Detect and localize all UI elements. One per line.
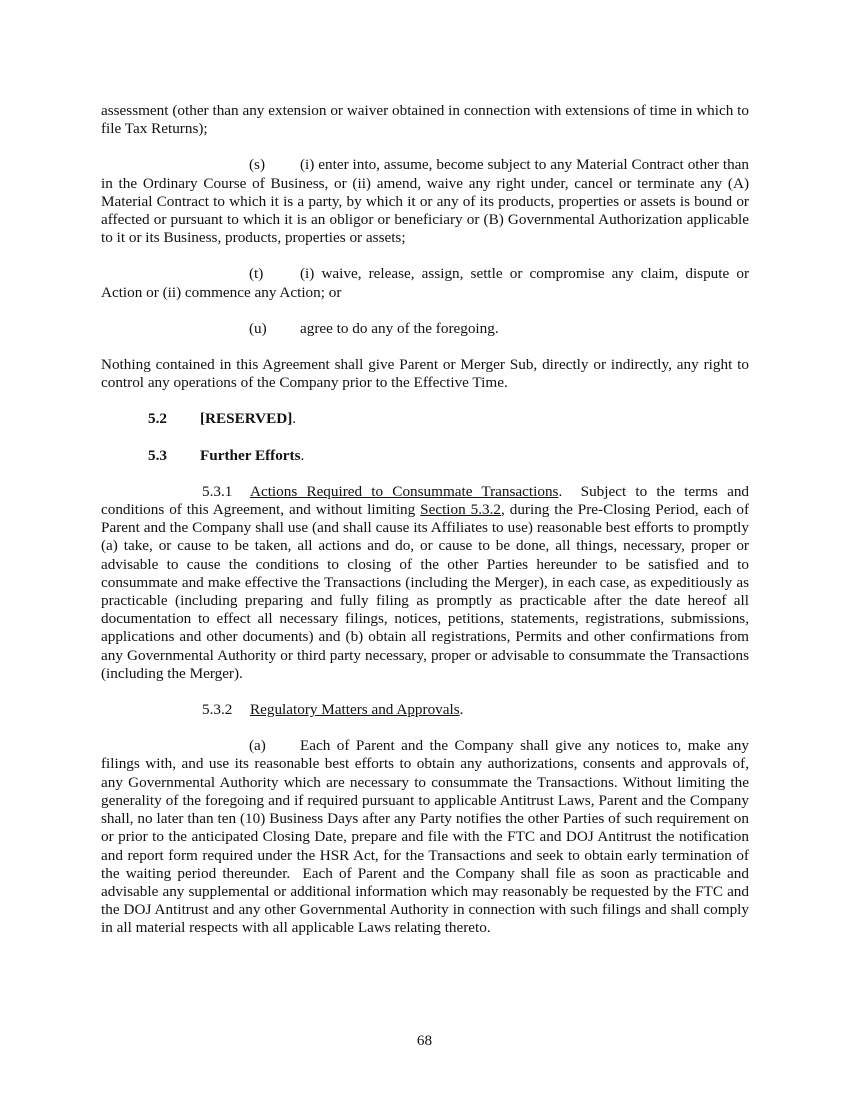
- section-5-2-title: [RESERVED]: [200, 410, 293, 428]
- section-5-3-2-title-period: .: [459, 701, 464, 719]
- section-5-2-number: 5.2: [148, 410, 167, 428]
- clause-t: [101, 265, 749, 301]
- clause-s-text: (i) enter into, assume, become subject to any Material Contract other than in the Ordinary Course of Business, or (ii) amend, waive any right under, cancel or terminate any (A) Material Contract to which it is a party, by which it or any of its products, properties or assets is bound or affected or pursuant to which it is an obligor or beneficiary or (B) Governmental Authorization applicable to it or its Business, products, properties or assets;: [101, 156, 749, 247]
- paragraph-nothing-contained: Nothing contained in this Agreement shall give Parent or Merger Sub, directly or indirectly, any right to control any operations of the Company prior to the Effective Time.: [101, 356, 749, 392]
- section-5-3-2-number: 5.3.2: [202, 701, 233, 719]
- section-5-3-1-text-b: , during the Pre-Closing Period, each of Parent and the Company shall use (and shall cause its Affiliates to use) reasonable best efforts to promptly (a) take, or cause to be taken, all actions and do, or cause to be done, all things, necessary, proper or advisable to cause the conditions to closing of the other Parties hereunder to be satisfied and to consummate and make effective the Transactions (including the Merger), in each case, as expeditiously as practicable (including preparing and fully filing as promptly as practicable after the date hereof all documentation to effect all necessary filings, notices, petitions, statements, registrations, submissions, applications and other documents) and (b) obtain all registrations, Permits and other confirmations from any Governmental Authority or third party necessary, proper or advisable to consummate the Transactions (including the Merger).: [101, 501, 749, 682]
- section-5-3-period: .: [300, 446, 305, 464]
- section-5-3-2-title: Regulatory Matters and Approvals: [250, 701, 460, 719]
- clause-a-text: Each of Parent and the Company shall give any notices to, make any filings with, and use its reasonable best efforts to obtain any authorizations, consents and approvals of, any Governmental Authority which are necessary to consummate the Transactions. Without limiting the generality of the foregoing and if required pursuant to applicable Antitrust Laws, Parent and the Company shall, no later than ten (10) Business Days after any Party notifies the other Parties of such requirement on or prior to the anticipated Closing Date, prepare and file with the FTC and DOJ Antitrust the notification and report form required under the HSR Act, for the Transactions and seek to obtain early termination of the waiting period thereunder. Each of Parent and the Company shall file as soon as practicable and advisable any supplemental or additional information which may reasonably be requested by the FTC and the DOJ Antitrust and any other Governmental Authority in connection with such filings and shall comply in all material respects with all applicable Laws relating thereto.: [101, 737, 753, 937]
- section-5-2-period: .: [292, 410, 297, 428]
- section-5-3-2-heading: [101, 701, 749, 719]
- page-number: 68: [416, 1032, 433, 1049]
- clause-a-marker: (a): [249, 737, 266, 755]
- clause-t-text: (i) waive, release, assign, settle or compromise any claim, dispute or Action or (ii) commence any Action; or: [101, 265, 749, 301]
- section-5-2-heading: [101, 410, 749, 428]
- section-5-3-heading: [101, 447, 749, 465]
- clause-s-marker: (s): [249, 156, 266, 174]
- clause-u: [101, 320, 749, 338]
- section-5-3-2-cross-reference[interactable]: Section 5.3.2: [420, 501, 502, 519]
- clause-a: [101, 737, 753, 937]
- section-5-3-1-number: 5.3.1: [202, 482, 233, 500]
- section-5-3-number: 5.3: [148, 446, 167, 464]
- clause-s: [101, 156, 749, 247]
- paragraph-assessment: assessment (other than any extension or waiver obtained in connection with extensions of time in which to file Tax Returns);: [101, 102, 749, 138]
- document-body: [101, 102, 753, 938]
- section-5-3-1-title-period: .: [558, 482, 563, 500]
- section-5-3-title: Further Efforts: [200, 446, 301, 464]
- clause-t-marker: (t): [249, 265, 264, 283]
- clause-u-text: agree to do any of the foregoing.: [300, 319, 499, 337]
- clause-u-marker: (u): [249, 319, 267, 337]
- section-5-3-1-text-a: Subject to the terms and conditions of this Agreement, and without limiting: [101, 482, 753, 519]
- section-5-3-1-paragraph: [101, 482, 753, 683]
- section-5-3-1-title: Actions Required to Consummate Transactions: [250, 482, 559, 500]
